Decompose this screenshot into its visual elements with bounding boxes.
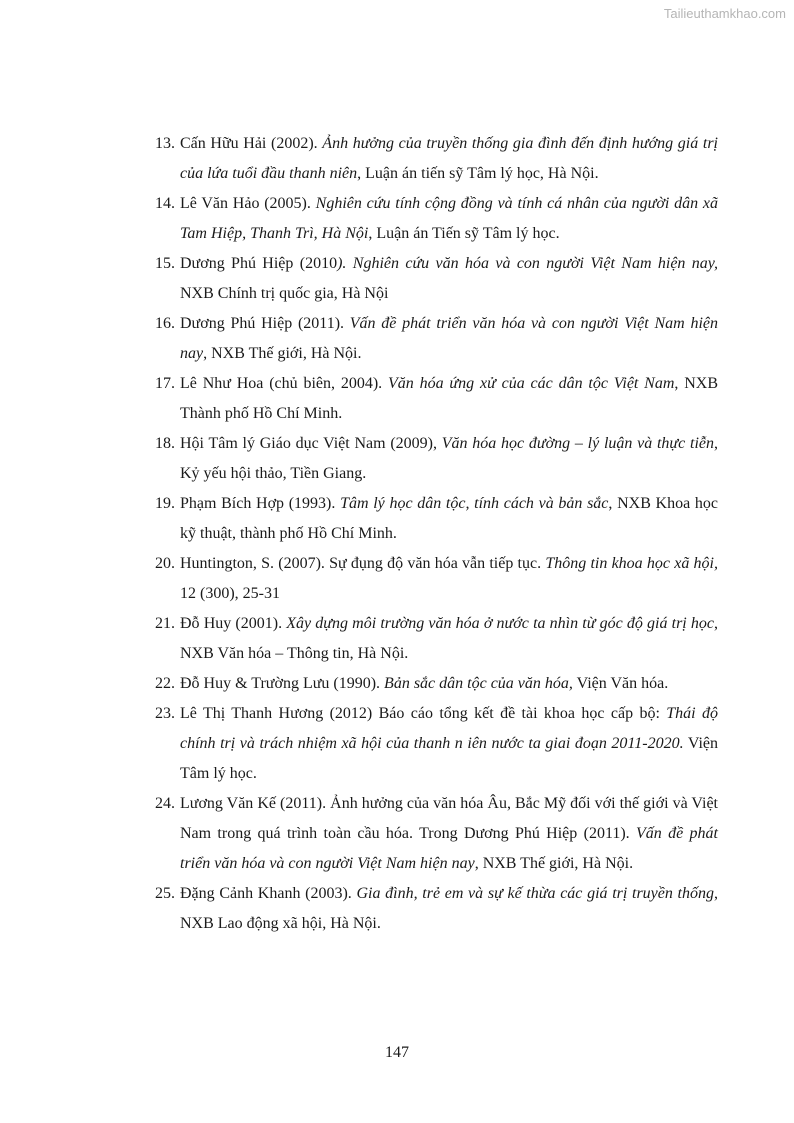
reference-segment: , NXB Văn hóa – Thông tin, Hà Nội. (180, 615, 719, 662)
reference-item (155, 789, 718, 879)
reference-number: 22. (155, 675, 175, 692)
reference-title: Xây dựng môi trường văn hóa ở nước ta nhìn từ góc độ giá trị học (286, 615, 715, 632)
reference-segment: Viện Văn hóa. (572, 675, 669, 692)
reference-segment: , NXB Lao động xã hội, Hà Nội. (180, 885, 719, 932)
reference-text (180, 699, 718, 789)
reference-text (180, 129, 718, 189)
reference-segment: Lê Như Hoa (chủ biên, 2004). (180, 375, 389, 392)
reference-number: 20. (155, 555, 175, 572)
reference-text (180, 789, 718, 879)
reference-title: Ảnh hưởng của truyền thống gia đình đến định hướng giá trị của lứa tuổi đầu thanh niên (180, 135, 718, 182)
reference-segment: Đỗ Huy (2001). (180, 615, 287, 632)
reference-item (155, 489, 718, 549)
reference-item (155, 309, 718, 369)
page-number: 147 (385, 1044, 409, 1061)
reference-list (155, 129, 718, 939)
reference-title: Văn hóa ứng xử của các dân tộc Việt Nam (388, 375, 675, 392)
reference-text (180, 249, 718, 309)
reference-text (180, 369, 718, 429)
reference-title: Bản sắc dân tộc của văn hóa, (384, 675, 573, 692)
reference-segment: , NXB Thành phố Hồ Chí Minh. (180, 375, 719, 422)
reference-number: 23. (155, 705, 175, 722)
reference-segment: , Luận án tiến sỹ Tâm lý học, Hà Nội. (357, 165, 599, 182)
reference-title: Thái độ chính trị và trách nhiệm xã hội của thanh n iên nước ta giai đoạn 2011-2020. (180, 705, 718, 752)
reference-title: Gia đình, trẻ em và sự kế thừa các giá trị truyền thống (356, 885, 715, 902)
reference-segment: Phạm Bích Hợp (1993). (180, 495, 341, 512)
reference-segment: , NXB Khoa học kỹ thuật, thành phố Hồ Chí Minh. (180, 495, 718, 542)
reference-segment: NXB Chính trị quốc gia, Hà Nội (180, 285, 389, 302)
reference-item (155, 189, 718, 249)
reference-segment: Đỗ Huy & Trường Lưu (1990). (180, 675, 385, 692)
reference-segment: Huntington, S. (2007). Sự đụng độ văn hóa vẫn tiếp tục. (180, 555, 546, 572)
reference-number: 15. (155, 255, 175, 272)
reference-title: Văn hóa học đường – lý luận và thực tiễn (441, 435, 715, 452)
reference-title: Thông tin khoa học xã hội, (545, 555, 719, 572)
reference-number: 24. (155, 795, 175, 812)
reference-text (180, 309, 718, 369)
reference-item (155, 879, 718, 939)
reference-number: 21. (155, 615, 175, 632)
reference-title: Tâm lý học dân tộc, tính cách và bản sắc (340, 495, 609, 512)
reference-number: 13. (155, 135, 175, 152)
reference-text (180, 669, 718, 699)
reference-segment: , Kỷ yếu hội thảo, Tiền Giang. (180, 435, 719, 482)
reference-item (155, 699, 718, 789)
reference-segment: Cấn Hữu Hải (2002). (180, 135, 323, 152)
reference-item (155, 249, 718, 309)
reference-segment: , NXB Thế giới, Hà Nội. (474, 855, 634, 872)
reference-item (155, 549, 718, 609)
reference-segment: Hội Tâm lý Giáo dục Việt Nam (2009), (180, 435, 442, 452)
reference-title: Vấn đề phát triển văn hóa và con người Việt Nam hiện nay (180, 825, 718, 872)
reference-item (155, 429, 718, 489)
reference-text (180, 189, 718, 249)
reference-item (155, 369, 718, 429)
reference-number: 17. (155, 375, 175, 392)
reference-text (180, 489, 718, 549)
reference-item (155, 129, 718, 189)
reference-number: 14. (155, 195, 175, 212)
reference-segment: Đặng Cảnh Khanh (2003). (180, 885, 357, 902)
reference-segment: Lê Thị Thanh Hương (2012) Báo cáo tổng kết đề tài khoa học cấp bộ: (180, 705, 667, 722)
reference-item (155, 669, 718, 699)
reference-text (180, 609, 718, 669)
reference-title: ). Nghiên cứu văn hóa và con người Việt Nam hiện nay, (337, 255, 718, 272)
reference-number: 25. (155, 885, 175, 902)
reference-title: Vấn đề phát triển văn hóa và con người Việt Nam hiện nay (180, 315, 719, 362)
reference-segment: 12 (300), 25-31 (180, 585, 280, 602)
reference-text (180, 879, 718, 939)
reference-number: 19. (155, 495, 175, 512)
reference-segment: Dương Phú Hiệp (2011). (180, 315, 350, 332)
reference-title: Nghiên cứu tính cộng đồng và tính cá nhân của người dân xã Tam Hiệp, Thanh Trì, Hà Nội (180, 195, 718, 242)
reference-segment: Lê Văn Hảo (2005). (180, 195, 316, 212)
reference-segment: Lương Văn Kế (2011). Ảnh hưởng của văn hóa Âu, Bắc Mỹ đối với thế giới và Việt Nam trong quá trình toàn cầu hóa. Trong Dương Phú Hiệp (2011). (180, 795, 718, 842)
reference-segment: , NXB Thế giới, Hà Nội. (203, 345, 362, 362)
reference-text (180, 429, 718, 489)
reference-segment: , Luận án Tiến sỹ Tâm lý học. (368, 225, 560, 242)
reference-segment: Dương Phú Hiệp (2010 (180, 255, 338, 272)
reference-text (180, 549, 718, 609)
reference-number: 16. (155, 315, 175, 332)
watermark: Tailieuthamkhao.com (663, 6, 786, 21)
reference-item (155, 609, 718, 669)
reference-number: 18. (155, 435, 175, 452)
reference-segment: Viện Tâm lý học. (180, 735, 718, 782)
